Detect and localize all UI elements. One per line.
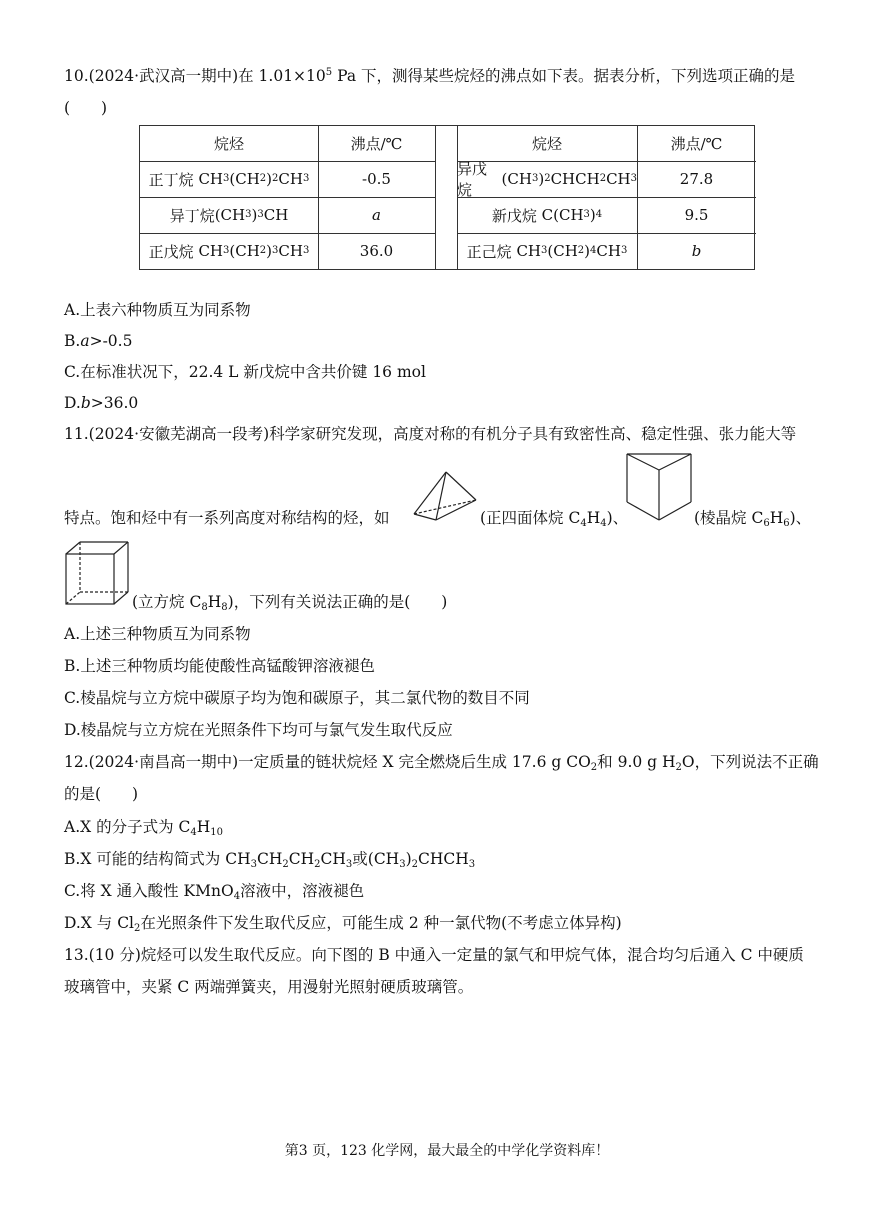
q11-stem-line3: (立方烷 $C_8H_8$)，下列有关说法正确的是( ) bbox=[132, 593, 448, 613]
cell-n-hexane: 正己烷 CH 3 (CH 2 ) 4 CH 3 bbox=[466, 242, 628, 261]
q12-stem-line2: 的是( ) bbox=[64, 785, 139, 803]
cell-isobutane-bp: a bbox=[372, 206, 381, 224]
prismane-label: (棱晶烷 $C_6H_6$)、 bbox=[694, 509, 812, 529]
cubane-structure-icon bbox=[64, 540, 130, 608]
cell-isopentane-bp: 27.8 bbox=[679, 170, 714, 188]
q11-option-c: C.棱晶烷与立方烷中碳原子均为饱和碳原子，其二氯代物的数目不同 bbox=[64, 689, 530, 707]
q12-option-a: A.X 的分子式为 $C_4H_{10}$ bbox=[64, 818, 224, 838]
q10-option-d: D.b>36.0 bbox=[64, 394, 139, 412]
cell-n-pentane: 正戊烷 CH 3 (CH 2 ) 3 CH 3 bbox=[148, 242, 310, 261]
q11-stem-line2: 特点。饱和烃中有一系列高度对称结构的烃，如 bbox=[64, 509, 390, 527]
boiling-point-table bbox=[139, 125, 755, 270]
cell-isopentane: 异戊烷 (CH 3 ) 2 CHCH 2 CH 3 bbox=[457, 160, 637, 199]
cell-neopentane: 新戊烷 C(CH 3 ) 4 bbox=[491, 206, 603, 225]
q11-option-a: A.上述三种物质互为同系物 bbox=[64, 625, 251, 643]
q12-option-b: B.X 可能的结构简式为 $CH_3CH_2CH_2CH_3$或$(CH_3)_2CHCH_3$ bbox=[64, 850, 476, 870]
q10-option-b: B.a>-0.5 bbox=[64, 332, 133, 350]
tetrahedrane-label: (正四面体烷 $C_4H_4$)、 bbox=[480, 509, 629, 529]
cell-n-hexane-bp: b bbox=[691, 242, 702, 260]
q11-option-b: B.上述三种物质均能使酸性高锰酸钾溶液褪色 bbox=[64, 657, 375, 675]
cell-neopentane-bp: 9.5 bbox=[684, 206, 709, 224]
cell-n-butane-bp: -0.5 bbox=[362, 170, 391, 188]
q13-stem-line2: 玻璃管中，夹紧 C 两端弹簧夹，用漫射光照射硬质玻璃管。 bbox=[64, 978, 474, 996]
header-bp-right: 沸点/℃ bbox=[670, 135, 723, 153]
q10-stem-line2: ( ) bbox=[64, 99, 108, 117]
page-footer: 第3 页，123 化学网，最大最全的中学化学资料库！ bbox=[284, 1143, 610, 1159]
q12-option-d: D.X 与 $Cl_2$在光照条件下发生取代反应，可能生成 2 种一氯代物(不考虑立体异构) bbox=[64, 914, 622, 934]
cell-n-pentane-bp: 36.0 bbox=[359, 242, 394, 260]
q10-stem-line1: 10.(2024·武汉高一期中)在 $1.01\times 10^5$ Pa 下，测得某些烷烃的沸点如下表。据表分析，下列选项正确的是 bbox=[64, 67, 795, 85]
q12-option-c: C.将 X 通入酸性 KMnO$_4$溶液中，溶液褪色 bbox=[64, 882, 365, 902]
q11-stem-line1: 11.(2024·安徽芜湖高一段考)科学家研究发现，高度对称的有机分子具有致密性高、稳定性强、张力能大等 bbox=[64, 425, 797, 443]
cell-isobutane: 异丁烷 (CH 3 ) 3 CH bbox=[169, 206, 289, 225]
q10-option-c: C.在标准状况下，22.4 L 新戊烷中含共价键 16 mol bbox=[64, 363, 426, 381]
header-bp-left: 沸点/℃ bbox=[350, 135, 403, 153]
cell-n-butane: 正丁烷 CH 3 (CH 2 ) 2 CH 3 bbox=[148, 170, 310, 189]
q11-option-d: D.棱晶烷与立方烷在光照条件下均可与氯气发生取代反应 bbox=[64, 721, 453, 739]
tetrahedrane-structure-icon bbox=[412, 470, 478, 522]
q12-stem-line1: 12.(2024·南昌高一期中)一定质量的链状烷烃 X 完全燃烧后生成 17.6 g $CO_2$和 9.0 g $H_2O$，下列说法不正确 bbox=[64, 753, 819, 773]
prismane-structure-icon bbox=[625, 452, 693, 524]
q10-option-a: A.上表六种物质互为同系物 bbox=[64, 301, 251, 319]
header-alkane-right: 烷烃 bbox=[531, 135, 562, 153]
header-alkane-left: 烷烃 bbox=[213, 135, 244, 153]
q13-stem-line1: 13.(10 分)烷烃可以发生取代反应。向下图的 B 中通入一定量的氯气和甲烷气体，混合均匀后通入 C 中硬质 bbox=[64, 946, 804, 964]
